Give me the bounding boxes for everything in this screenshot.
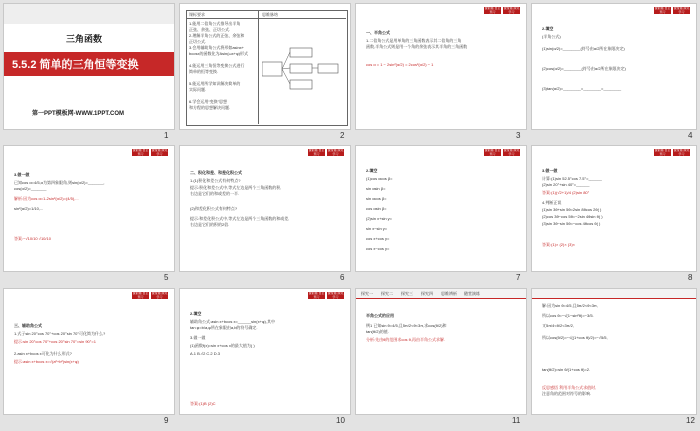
content-line-4: sin²(α/2)=1/10,... — [14, 206, 44, 211]
content-line-1: 解:因为sin θ=4/5,且5π/2<θ<3π, — [542, 303, 598, 308]
slide-number-4: 4 — [688, 131, 693, 140]
formula-line-7: cos x+cos y= — [366, 236, 390, 241]
slide-heading: 2.填空 — [190, 311, 202, 316]
content-line-3: 2.asin x+bcos x可化为什么形式? — [14, 351, 72, 356]
content-line-4: 4.判断正误 — [542, 200, 562, 205]
content-line-3: 3.做一做 — [190, 335, 206, 340]
objective-line-8: 简单的恒等变换. — [189, 69, 219, 74]
slide-thumbnail-10[interactable] — [180, 289, 350, 414]
content-line-1: 例1 已知sin θ=4/5,且5π/2<θ<3π,求cos(θ/2)和 — [366, 323, 447, 328]
classstudy-button[interactable]: 课堂篇 探究学习 — [503, 148, 520, 156]
content-line-5: 提示:和差化积公式中,等式左边是两个三角函数的和或差, — [190, 216, 290, 221]
header-buttons — [132, 149, 168, 156]
content-line-2: (1)sin(α/2)=________(符号由α/2所在象限决定) — [542, 46, 625, 51]
content-line-3: cos α = 1 − 2sin²(α/2) = 2cos²(α/2) − 1 — [366, 62, 434, 67]
table-header-1: 课标要求 — [189, 12, 205, 17]
content-line-5: tan(θ/2)=sin θ/(1+cos θ)=2. — [542, 367, 591, 372]
objective-line-5: 3.会用辅助角公式将形如asinx+ — [189, 45, 245, 50]
slide-number-8: 8 — [688, 273, 693, 282]
answer-line: 答案:(1)B (2)C — [190, 401, 216, 406]
objective-line-6: bcosx的函数化为Asin(ωx+φ)形式 — [189, 51, 248, 56]
content-line-3: (2)cos(α/2)=________(符号由α/2所在象限决定) — [542, 66, 626, 71]
objective-line-4: 正切公式. — [189, 39, 207, 44]
cover-subtitle: 5.5.2 简单的三角恒等变换 — [12, 59, 139, 71]
content-line-3: 答案:(1)(√2+1)/4 (2)sin 80° — [542, 190, 590, 195]
content-line-3: 又5π/4<θ/2<3π/2, — [542, 323, 574, 328]
objective-line-9: 5.能运用所学知识解决简单的 — [189, 81, 241, 86]
slide-thumbnail-9[interactable] — [4, 289, 174, 414]
content-line-1: 1.式子sin 20°cos 70°+cos 20°sin 70°可化简为什么? — [14, 331, 106, 336]
formula-line-2: sin αsin β= — [366, 186, 386, 191]
content-line-1: 计算:(1)sin 52.5°cos 7.5°=______ — [542, 176, 602, 181]
slide-thumbnail-6[interactable] — [180, 146, 350, 271]
content-line-6: (2)cos 3θ−cos 5θ=−2sin 4θsin θ( ) — [542, 214, 603, 219]
header-buttons — [654, 7, 690, 14]
prestudy-button[interactable]: 课前篇 自主预习 — [308, 291, 325, 299]
objective-line-11: 6.学会运用“变换”思想 — [189, 99, 227, 104]
tab-thinking[interactable]: 思维辨析 — [441, 291, 457, 296]
content-line-3: 分析:先由θ的范围求cos θ,再由半角公式求解. — [366, 337, 446, 342]
formula-line-3: sin αcos β= — [366, 196, 387, 201]
cover-title: 三角函数 — [66, 34, 103, 44]
header-buttons — [654, 149, 690, 156]
slide-thumbnail-12[interactable] — [532, 289, 696, 414]
content-line-3: 解析:因为cos α=1-2sin²(α/2)=(4/5),... — [14, 196, 79, 201]
content-line-7: (3)sin 3θ−sin 5θ=−cos 4θcos θ( ) — [542, 221, 601, 226]
prestudy-button[interactable]: 课前篇 自主预习 — [308, 148, 325, 156]
tab-explore-2[interactable]: 探究二 — [381, 291, 393, 296]
slide-thumbnail-4[interactable] — [532, 4, 696, 129]
slide-thumbnail-1[interactable] — [4, 4, 174, 129]
content-line-1: 辅助角公式:asin x+bcos x=______sin(x+φ),其中 — [190, 319, 275, 324]
table-header-line — [186, 18, 346, 19]
header-buttons — [484, 7, 520, 14]
prestudy-button[interactable]: 课前篇 自主预习 — [132, 148, 149, 156]
objective-line-7: 4.能运用三角恒等变换公式进行 — [189, 63, 245, 68]
slide-number-1: 1 — [164, 131, 169, 140]
table-divider — [258, 10, 259, 124]
formula-line-6: sin x−sin y= — [366, 226, 388, 231]
slide-heading: 二、积化和差、和差化积公式 — [190, 170, 242, 175]
content-line-2: tan φ=b/a,φ所在象限由a,b的符号确定. — [190, 325, 258, 330]
prestudy-button[interactable]: 课前篇 自主预习 — [484, 148, 501, 156]
mind-map-diagram — [262, 44, 342, 94]
tab-explore-3[interactable]: 探究三 — [401, 291, 413, 296]
slide-number-6: 6 — [340, 273, 345, 282]
content-line-2: 提示:sin 20°cos 70°+cos 20°sin 70°=sin 90°=1 — [14, 339, 96, 344]
answer-line: 答案:−√10/10 √10/10 — [14, 236, 51, 241]
content-line-4: (3)tan(α/2)=________=________=________ — [542, 86, 622, 91]
content-line-7: 注意角的范围对符号的影响. — [542, 391, 592, 396]
content-line-2: 所以cos θ=−√(1−sin²θ)=−3/5. — [542, 313, 594, 318]
cover-footer: 第一PPT模板网-WWW.1PPT.COM — [32, 111, 124, 117]
content-line-3: 右边是它们的和或差的一半. — [190, 191, 240, 196]
tab-bar — [532, 289, 696, 299]
slide-heading: 3.做一做 — [14, 172, 30, 177]
content-line-2: tan(θ/2)的值. — [366, 329, 389, 334]
header-buttons — [308, 149, 344, 156]
slide-number-10: 10 — [336, 416, 345, 425]
content-line-1: (半角公式) — [542, 34, 561, 39]
slide-thumbnail-3[interactable] — [356, 4, 526, 129]
content-line-2: cos(α/2)=_______ — [14, 186, 47, 191]
content-line-5: A.1 B.√2 C.2 D.3 — [190, 351, 220, 356]
content-line-4: 所以cos(θ/2)=−√((1+cos θ)/2)=−√5/5, — [542, 335, 608, 340]
classstudy-button[interactable]: 课堂篇 探究学习 — [327, 291, 344, 299]
content-line-8: 答案:(1)× (2)× (3)× — [542, 242, 576, 247]
content-line-1: 1.(1)积化和差公式有何特点? — [190, 178, 241, 183]
tab-practice[interactable]: 随堂演练 — [464, 291, 480, 296]
slide-heading: 半角公式的应用 — [366, 313, 394, 318]
prestudy-button[interactable]: 课前篇 自主预习 — [654, 6, 671, 14]
classstudy-button[interactable]: 课堂篇 探究学习 — [151, 291, 168, 299]
content-line-4: 提示:asin x+bcos x=√(a²+b²)sin(x+φ) — [14, 359, 79, 364]
objective-line-1: 1.能用二倍角公式推导出半角 — [189, 21, 241, 26]
slide-number-5: 5 — [164, 273, 169, 282]
cover-top-band — [4, 4, 174, 24]
formula-line-5: (2)sin x+sin y= — [366, 216, 393, 221]
content-line-4: (2)和差化积公式有何特点? — [190, 206, 238, 211]
slide-number-12: 12 — [686, 416, 695, 425]
slide-number-3: 3 — [516, 131, 521, 140]
header-buttons — [308, 292, 344, 299]
slide-heading: 2.填空 — [366, 168, 378, 173]
slide-thumbnail-11[interactable] — [356, 289, 526, 414]
slide-heading: 一、半角公式 — [366, 30, 390, 35]
classstudy-button[interactable]: 课堂篇 探究学习 — [673, 148, 690, 156]
content-line-4: (1)函数f(x)=sin x+cos x的最大值为( ) — [190, 343, 255, 348]
classstudy-button[interactable]: 课堂篇 探究学习 — [673, 6, 690, 14]
slide-heading: 3.做一做 — [542, 168, 558, 173]
tab-explore-4[interactable]: 探究四 — [421, 291, 433, 296]
slide-thumbnail-2[interactable] — [180, 4, 350, 129]
content-line-6: 右边是它们的积的2倍. — [190, 222, 230, 227]
table-header-2: 思维脉络 — [262, 12, 278, 17]
slide-heading: 三、辅助角公式 — [14, 323, 42, 328]
slide-thumbnail-7[interactable] — [356, 146, 526, 271]
content-line-6: 反思感悟 利用半角公式求值时, — [542, 385, 597, 390]
header-buttons — [484, 149, 520, 156]
content-line-5: (1)sin 3θ+sin 5θ=2sin 8θcos 2θ( ) — [542, 207, 602, 212]
tab-explore-1[interactable]: 探究一 — [361, 291, 373, 296]
content-line-2: (2)sin 20°+sin 40°=______ — [542, 182, 590, 187]
content-line-1: 1.二倍角公式是用单角的三角函数表示其二倍角的三角 — [366, 38, 462, 43]
prestudy-button[interactable]: 课前篇 自主预习 — [132, 291, 149, 299]
slide-thumbnail-8[interactable] — [532, 146, 696, 271]
formula-line-8: cos x−cos y= — [366, 246, 390, 251]
classstudy-button[interactable]: 课堂篇 探究学习 — [151, 148, 168, 156]
formula-line-4: cos αsin β= — [366, 206, 387, 211]
classstudy-button[interactable]: 课堂篇 探究学习 — [503, 6, 520, 14]
classstudy-button[interactable]: 课堂篇 探究学习 — [327, 148, 344, 156]
content-line-1: 已知cos α=4/5,α为第四象限角,则sin(α/2)=_______, — [14, 180, 105, 185]
slide-number-11: 11 — [512, 416, 521, 425]
slide-thumbnail-5[interactable] — [4, 146, 174, 271]
content-line-2: 函数,半角公式则是用一个角的余弦表示其半角的三角函数 — [366, 44, 468, 49]
prestudy-button[interactable]: 课前篇 自主预习 — [484, 6, 501, 14]
slide-number-7: 7 — [516, 273, 521, 282]
header-buttons — [132, 292, 168, 299]
objective-line-3: 2.理解半角公式的正弦、余弦和 — [189, 33, 245, 38]
slide-heading: 2.填空 — [542, 26, 554, 31]
slide-number-9: 9 — [164, 416, 169, 425]
objective-line-12: 和方程的思想解决问题. — [189, 105, 231, 110]
content-line-2: 提示:积化和差公式中,等式左边是两个三角函数的积, — [190, 185, 282, 190]
prestudy-button[interactable]: 课前篇 自主预习 — [654, 148, 671, 156]
formula-line-1: (1)cos αcos β= — [366, 176, 393, 181]
slide-number-2: 2 — [340, 131, 345, 140]
objective-line-2: 正弦、余弦、正切公式. — [189, 27, 231, 32]
objective-line-10: 实际问题. — [189, 87, 207, 92]
